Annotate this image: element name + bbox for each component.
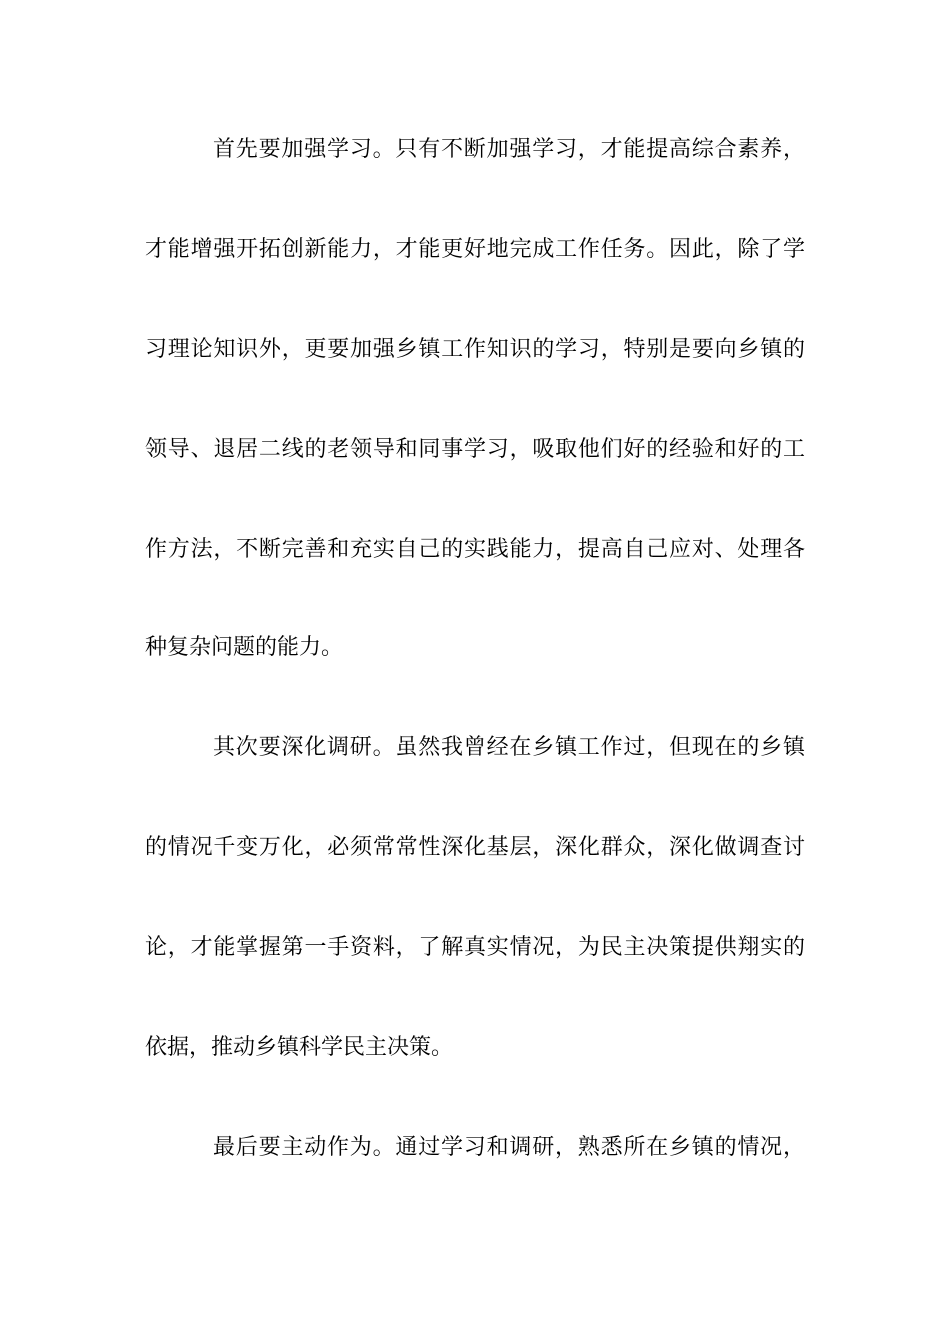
text-line: 作方法，不断完善和充实自己的实践能力，提高自己应对、处理各 [145,537,805,562]
text-line: 的情况千变万化，必须常常性深化基层，深化群众，深化做调查讨 [145,835,805,860]
text-line: 领导、退居二线的老领导和同事学习，吸取他们好的经验和好的工 [145,437,805,462]
text-line: 最后要主动作为。通过学习和调研，熟悉所在乡镇的情况， [213,1135,805,1160]
text-line: 才能增强开拓创新能力，才能更好地完成工作任务。因此，除了学 [145,237,805,262]
text-line: 首先要加强学习。只有不断加强学习，才能提高综合素养， [213,137,805,162]
text-line: 依据，推动乡镇科学民主决策。 [145,1035,454,1060]
text-line: 论，才能掌握第一手资料，了解真实情况，为民主决策提供翔实的 [145,935,805,960]
text-line: 习理论知识外，更要加强乡镇工作知识的学习，特别是要向乡镇的 [145,337,805,362]
text-line: 其次要深化调研。虽然我曾经在乡镇工作过，但现在的乡镇 [213,735,805,760]
text-line: 种复杂问题的能力。 [145,635,344,660]
